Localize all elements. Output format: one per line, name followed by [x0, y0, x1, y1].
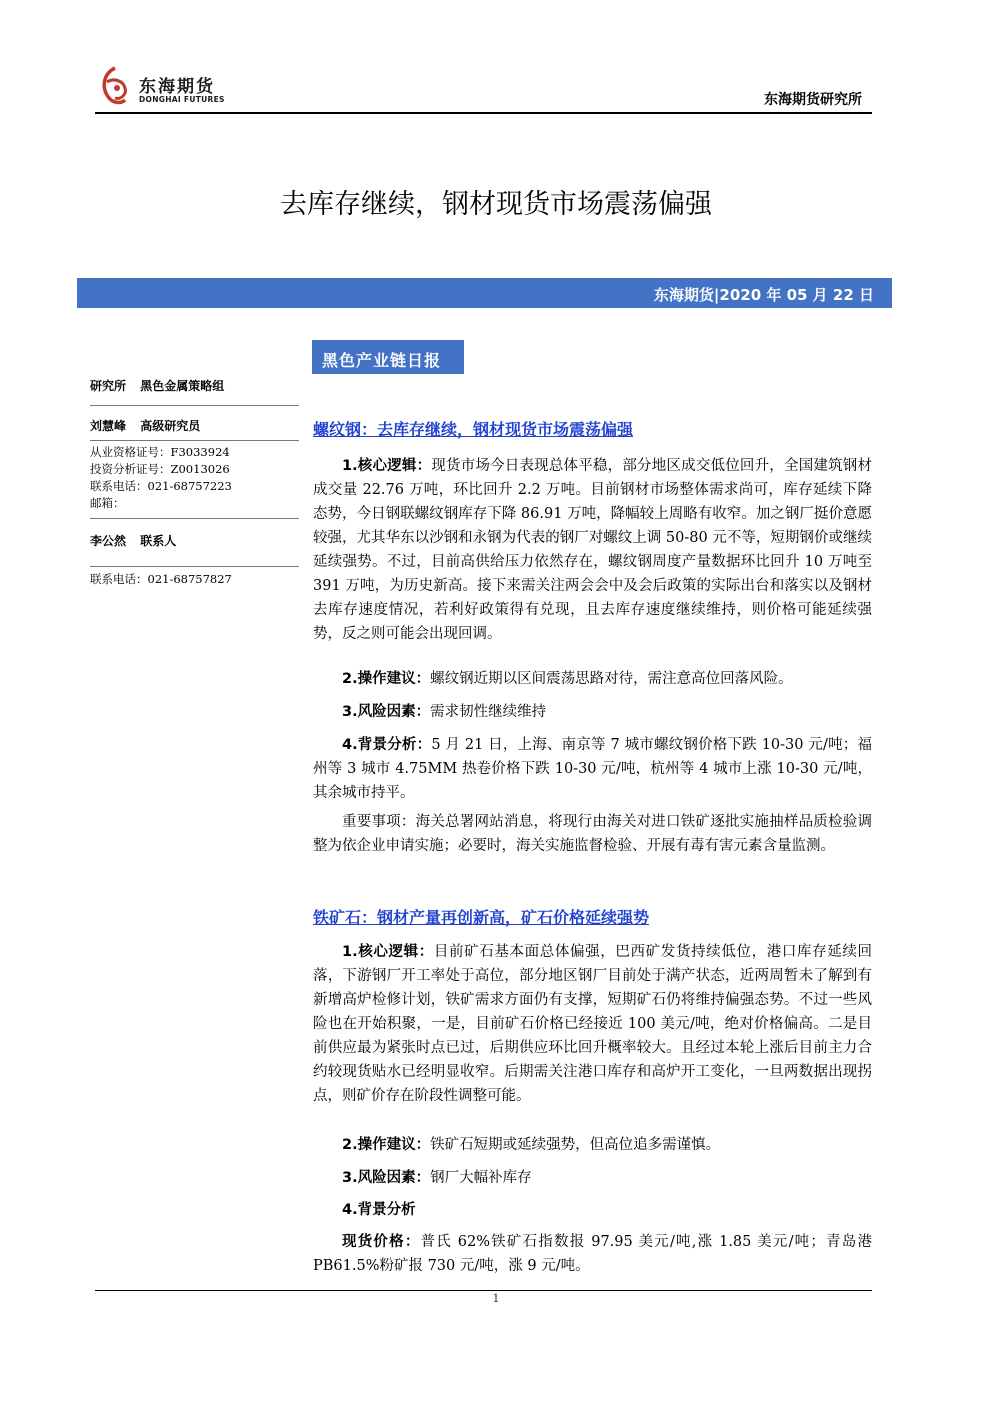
iron-operation-advice [313, 1133, 872, 1157]
rebar-core-logic [313, 454, 872, 646]
sidebar-divider [90, 518, 299, 519]
logo-english-text: DONGHAI FUTURES [139, 95, 225, 104]
analyst1-qualification [90, 444, 230, 460]
analyst1-name: 刘慧峰 [90, 419, 127, 433]
rebar-background-label: 4.背景分析： [342, 737, 432, 753]
logo-chinese-text: 东海期货 [139, 77, 215, 97]
iron-advice-text: 铁矿石短期或延续强势，但高位追多需谨慎。 [430, 1137, 721, 1153]
analyst1-phone [90, 478, 232, 494]
phone2-label: 联系电话： [90, 572, 148, 586]
report-title: 去库存继续，钢材现货市场震荡偏强 [280, 189, 712, 220]
iron-spot-label: 现货价格： [342, 1234, 421, 1250]
rebar-risk-text: 需求韧性继续维持 [430, 704, 547, 720]
rebar-core-logic-label: 1.核心逻辑： [342, 458, 432, 474]
phone1-label: 联系电话： [90, 479, 148, 493]
iron-background [313, 1198, 872, 1222]
rebar-important-notice [313, 810, 872, 858]
phone2-value: 021-68757827 [147, 572, 232, 586]
analyst1-title: 高级研究员 [140, 419, 201, 433]
analyst1-invest-cert [90, 461, 230, 477]
iron-risk-factors [313, 1166, 872, 1190]
rebar-background [313, 733, 872, 805]
invest-label: 投资分析证号： [90, 462, 171, 476]
logo-icon [95, 64, 135, 110]
iron-advice-label: 2.操作建议： [342, 1137, 431, 1153]
rebar-advice-text: 螺纹钢近期以区间震荡思路对待，需注意高位回落风险。 [430, 671, 793, 687]
report-date: 东海期货|2020 年 05 月 22 日 [653, 286, 874, 304]
analyst1-email [90, 495, 125, 511]
analyst2-header [90, 532, 176, 549]
iron-spot-price [313, 1230, 872, 1278]
iron-core-logic [313, 940, 872, 1108]
analyst1-header [90, 417, 200, 434]
department-label: 研究所 [90, 379, 127, 393]
iron-ore-section-heading[interactable]: 铁矿石：钢材产量再创新高，矿石价格延续强势 [313, 908, 650, 927]
sidebar-divider [90, 440, 299, 441]
department-value: 黑色金属策略组 [140, 379, 225, 393]
rebar-section-heading[interactable]: 螺纹钢：去库存继续，钢材现货市场震荡偏强 [313, 420, 634, 439]
rebar-core-logic-text: 现货市场今日表现总体平稳，部分地区成交低位回升，全国建筑钢材成交量 22.76 万吨，环比回升 2.2 万吨。目前钢材市场整体需求尚可，库存延续下降态势，今日钢联螺纹钢库存下降 86.91 万吨，降幅较上周略有收窄。加之钢厂挺价意愿较强，尤其华东以沙钢和永钢为代表的钢厂对螺纹上调 50-80 元不等，短期钢价或继续延续强势。不过，目前高供给压力依然存在，螺纹钢周度产量数据环比回升 10 万吨至 391 万吨，为历史新高。接下来需关注两会会中及会后政策的实际出台和落实以及钢材去库存速度情况，若利好政策得有兑现，且去库存速度继续维持，则价格可能延续强势，反之则可能会出现回调。 [313, 458, 872, 642]
iron-core-logic-label: 1.核心逻辑： [342, 944, 434, 960]
rebar-advice-label: 2.操作建议： [342, 671, 431, 687]
sidebar-department [90, 377, 224, 394]
rebar-operation-advice [313, 667, 872, 691]
rebar-background-text: 5 月 21 日，上海、南京等 7 城市螺纹钢价格下跌 10-30 元/吨；福州等 3 城市 4.75MM 热卷价格下跌 10-30 元/吨，杭州等 4 城市上涨 10-30 元/吨，其余城市持平。 [313, 737, 872, 801]
header-divider [95, 112, 872, 114]
rebar-risk-factors [313, 700, 872, 724]
analyst2-title: 联系人 [140, 534, 177, 548]
report-type-tag: 黑色产业链日报 [312, 340, 464, 374]
iron-core-logic-text: 目前矿石基本面总体偏强，巴西矿发货持续低位，港口库存延续回落，下游钢厂开工率处于高位，部分地区钢厂目前处于满产状态，近两周暂未了解到有新增高炉检修计划，铁矿需求方面仍有支撑，短期矿石仍将维持偏强态势。不过一些风险也在开始积聚，一是，目前矿石价格已经接近 100 美元/吨，绝对价格偏高。二是目前供应最为紧张时点已过，后期供应环比回升概率较大。且经过本轮上涨后目前主力合约较现货贴水已经明显收窄。后期需关注港口库存和高炉开工变化，一旦两数据出现拐点，则矿价存在阶段性调整可能。 [313, 944, 872, 1104]
qual-label: 从业资格证号： [90, 445, 171, 459]
company-logo [95, 64, 235, 110]
iron-spot-text: 普氏 62%铁矿石指数报 97.95 美元/吨,涨 1.85 美元/吨；青岛港 PB61.5%粉矿报 730 元/吨，涨 9 元/吨。 [313, 1234, 873, 1274]
rebar-notice-text: 重要事项：海关总署网站消息，将现行由海关对进口铁矿逐批实施抽样品质检验调整为依企业申请实施；必要时，海关实施监督检验、开展有毒有害元素含量监测。 [313, 814, 872, 854]
footer-divider [95, 1290, 872, 1291]
iron-background-label: 4.背景分析 [342, 1202, 416, 1218]
sidebar-divider [90, 405, 299, 406]
sidebar-divider [90, 566, 299, 567]
iron-risk-text: 钢厂大幅补库存 [430, 1170, 532, 1186]
page-number: 1 [492, 1292, 500, 1305]
phone1-value: 021-68757223 [147, 479, 232, 493]
email-label: 邮箱： [90, 496, 125, 510]
invest-value: Z0013026 [170, 462, 230, 476]
analyst2-phone [90, 571, 232, 587]
rebar-risk-label: 3.风险因素： [342, 704, 431, 720]
qual-value: F3033924 [170, 445, 230, 459]
analyst2-name: 李公然 [90, 534, 127, 548]
institute-name: 东海期货研究所 [764, 92, 862, 108]
iron-risk-label: 3.风险因素： [342, 1170, 431, 1186]
date-banner [77, 278, 892, 308]
